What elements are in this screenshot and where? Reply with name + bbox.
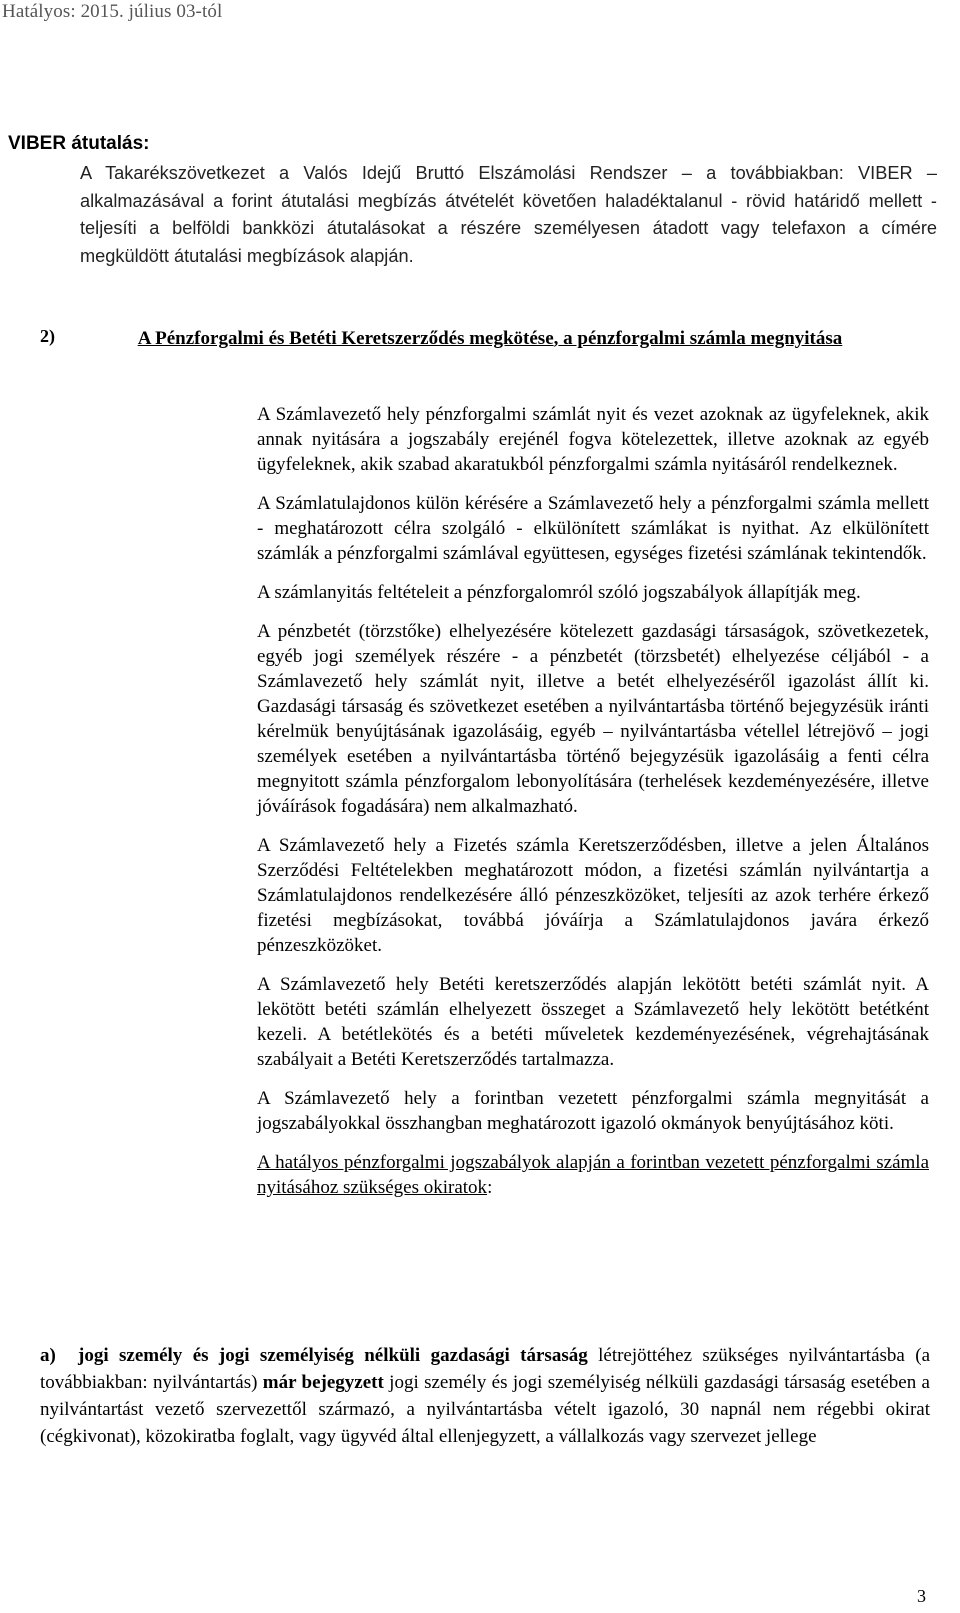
item-a-text-2: jogi személy és jogi személyiség nélküli gazdasági társaság esetében a nyilvántartást vezető szervezettől származó, a nyilvántartásba vételt igazoló, 30 napnál nem régebbi okirat (cégkivonat), közokiratba foglalt, vagy ügyvéd által ellenjegyzett, a vállalkozás vagy szervezet jellege xyxy=(40,1372,930,1447)
paragraph: A Számlavezető hely a forintban vezetett pénzforgalmi számla megnyitását a jogszabályokkal összhangban meghatározott igazoló okmányok benyújtásához köti. xyxy=(257,1088,929,1134)
required-documents-heading xyxy=(257,1150,929,1200)
paragraph: A Számlavezető hely Betéti keretszerződés alapján lekötött betéti számlát nyit. A lekötött betéti számlán elhelyezett összeget a Számlavezető hely lekötött betétként kezeli. A betétlekötés és a betéti műveletek kezdeményezésének, végrehajtásának szabályait a Betéti Keretszerződés tartalmazza. xyxy=(257,974,929,1070)
section-title-part1: A Pénzforgalmi és Betéti Keretszerződés megkötése xyxy=(137,328,554,349)
section-title-part2: a pénzforgalmi számla megnyitása xyxy=(563,328,843,349)
section-title-separator: , xyxy=(553,328,559,349)
list-item-content xyxy=(40,1342,930,1450)
section-body xyxy=(257,402,929,1214)
item-a-text-1: létrejöttéhez szükséges nyilvántartásba (a továbbiakban: nyilvántartás) xyxy=(40,1345,931,1393)
list-item-a xyxy=(40,1342,930,1450)
required-documents-heading-text: A hatályos pénzforgalmi jogszabályok alapján a forintban vezetett pénzforgalmi számla nyitásához szükséges okiratok xyxy=(257,1152,929,1198)
section-title xyxy=(40,326,940,351)
item-a-bold-2: már bejegyzett xyxy=(262,1372,384,1393)
effective-date-header: Hatályos: 2015. július 03-tól xyxy=(2,1,223,22)
paragraph: A Számlavezető hely a Fizetés számla Keretszerződésben, illetve a jelen Általános Szerződési Feltételekben meghatározott módon, a fizetési számlán nyilvántartja a Számlatulajdonos rendelkezésére álló pénzeszközöket, teljesíti az azok terhére érkező fizetési megbízásokat, továbbá jóváírja a Számlatulajdonos javára érkező pénzeszközöket. xyxy=(257,835,929,956)
required-documents-heading-colon: : xyxy=(487,1177,493,1198)
list-item-marker: a) xyxy=(40,1345,56,1366)
viber-description xyxy=(80,160,937,270)
paragraph: A Számlavezető hely pénzforgalmi számlát nyit és vezet azoknak az ügyfeleknek, akik annak nyitására a jogszabály erejénél fogva kötelezettek, illetve azoknak az egyéb ügyfeleknek, akik szabad akaratukból pénzforgalmi számla nyitásáról rendelkeznek. xyxy=(257,404,929,475)
viber-paragraph: A Takarékszövetkezet a Valós Idejű Bruttó Elszámolási Rendszer – a továbbiakban: VIBER – alkalmazásával a forint átutalási megbízás átvételét követően haladéktalanul - rövid határidő mellett - teljesíti a belföldi bankközi átutalásokat a részére személyesen átadott vagy telefaxon a címére megküldött átutalási megbízások alapján. xyxy=(80,163,937,266)
paragraph: A pénzbetét (törzstőke) elhelyezésére kötelezett gazdasági társaságok, szövetkezetek, egyéb jogi személyek részére - a pénzbetét (törzsbetét) elhelyezése céljából - a Számlavezető hely számlát nyit, illetve a betét elhelyezéséről igazolást állít ki. Gazdasági társaság és szövetkezet esetében a nyilvántartásba történő bejegyzésük iránti kérelmük benyújtásának igazolásáig, egyéb – nyilvántartásba vétellel létrejövő – jogi személyek esetében a nyilvántartásba történő bejegyzésük igazolásáig a fenti célra megnyitott számla pénzforgalom lebonyolítására (terhelések kezdeményezésére, illetve jóváírások fogadására) nem alkalmazható. xyxy=(257,621,929,817)
paragraph: A Számlatulajdonos külön kérésére a Számlavezető hely a pénzforgalmi számla mellett - meghatározott célra szolgáló - elkülönített számlákat is nyithat. Az elkülönített számlák a pénzforgalmi számlával együttesen, egységes fizetési számlának tekintendők. xyxy=(257,493,929,564)
item-a-bold-1: jogi személy és jogi személyiség nélküli gazdasági társaság xyxy=(78,1345,588,1366)
paragraph: A számlanyitás feltételeit a pénzforgalomról szóló jogszabályok állapítják meg. xyxy=(257,582,861,603)
page-number: 3 xyxy=(917,1586,926,1606)
viber-title: VIBER átutalás: xyxy=(8,133,150,154)
section-number: 2) xyxy=(40,326,55,346)
